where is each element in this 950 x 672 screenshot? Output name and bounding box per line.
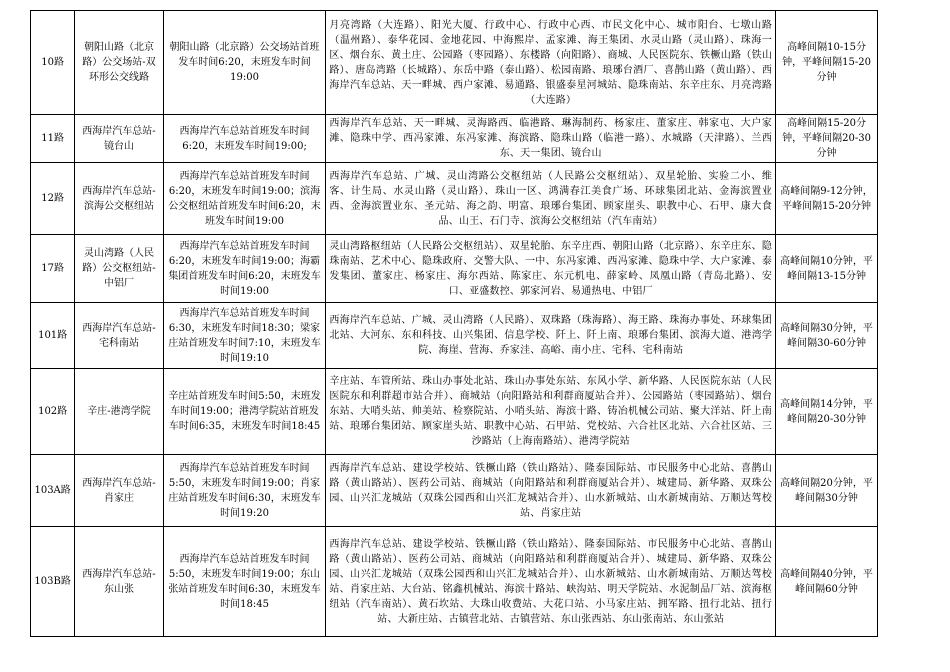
route-number: 103A路 (31, 455, 75, 527)
route-interval: 高峰间隔9-12分钟，平峰间隔15-20分钟 (776, 163, 878, 235)
route-name: 西海岸汽车总站-宅科南站 (75, 303, 164, 369)
table-row (31, 115, 878, 163)
route-name: 西海岸汽车总站-滨海公交枢纽站 (75, 163, 164, 235)
route-stops: 西海岸汽车总站、建设学校站、铁橛山路（铁山路站）、隆泰国际站、市民服务中心北站、喜鹊山路（黄山路站）、医药公司站、商城站（向阳路站和利群商厦站合并）、城建局、新华路、双珠公园、山兴汇龙城站（双珠公园西和山兴汇龙城站合并）、山水新城站、山水新城南站、万顺达驾校站、肖家庄站 (326, 455, 776, 527)
table-row (31, 455, 878, 527)
route-interval: 高峰间隔15-20分钟，平峰间隔20-30分钟 (776, 115, 878, 163)
route-stops: 灵山湾路枢纽站（人民路公交枢纽站）、双星轮胎、东辛庄西、朝阳山路（北京路）、东辛庄东、隐珠南站、艺术中心、隐珠政府、交警大队、一中、东冯家滩、西冯家滩、隐珠中学、大户家滩、泰发集团、董家庄、杨家庄、海尔西站、陈家庄、东元机电、薛家岭、凤凰山路（青岛北路）、安口、亚盛数控、郭家河岩、易通热电、中铝厂 (326, 235, 776, 303)
route-interval: 高峰间隔10-15分钟，平峰间隔15-20分钟 (776, 11, 878, 115)
route-name: 西海岸汽车总站-东山张 (75, 527, 164, 637)
route-schedule: 西海岸汽车总站首班发车时间6:30，末班发车时间18:30；梁家庄站首班发车时间7:10，末班发车时间19:10 (163, 303, 326, 369)
route-schedule: 西海岸汽车总站首班发车时间5:50，末班发车时间19:00；东山张站首班发车时间6:30，末班发车时间18:45 (163, 527, 326, 637)
route-interval: 高峰间隔30分钟，平峰间隔30-60分钟 (776, 303, 878, 369)
bus-route-table (30, 10, 878, 637)
table-row (31, 235, 878, 303)
route-number: 17路 (31, 235, 75, 303)
route-number: 103B路 (31, 527, 75, 637)
route-schedule: 辛庄站首班发车时间5:50，末班发车时间19:00；港湾学院站首班发车时间6:35，末班发车时间18:45 (163, 369, 326, 455)
route-stops: 西海岸汽车总站、天一畔城、灵海路西、临港路、琳海制药、杨家庄、董家庄、韩家屯、大户家滩、隐珠中学、西冯家滩、东冯家滩、海滨路、隐珠山路（临港一路）、水城路（天津路）、兰西东、天一集团、镜台山 (326, 115, 776, 163)
route-name: 西海岸汽车总站-镜台山 (75, 115, 164, 163)
route-interval: 高峰间隔14分钟，平峰间隔20-30分钟 (776, 369, 878, 455)
route-stops: 月亮湾路（大连路）、阳光大厦、行政中心、行政中心西、市民文化中心、城市阳台、七墩山路（温州路）、泰华花园、金地花园、中海熙岸、孟家滩、海王集团、水灵山路（灵山路）、珠海一区、烟台东、黄土庄、公园路（枣园路）、东楼路（向阳路）、商城、人民医院东、铁橛山路（铁山路）、唐岛湾路（长城路）、东岳中路（泰山路）、松园南路、琅琊台酒厂、喜鹊山路（黄山路）、西海岸汽车总站、天一畔城、西户家滩、易通路、银盛泰星河城站、隐珠南站、东辛庄东、月亮湾路（大连路） (326, 11, 776, 115)
route-name: 朝阳山路（北京路）公交场站-双环形公交线路 (75, 11, 164, 115)
route-stops: 西海岸汽车总站、建设学校站、铁橛山路（铁山路站）、隆泰国际站、市民服务中心北站、喜鹊山路（黄山路站）、医药公司站、商城站（向阳路站和利群商厦站合并）、城建局、新华路、双珠公园、山兴汇龙城站（双珠公园西和山兴汇龙城站合并）、山水新城站、山水新城南站、万顺达驾校站、肖家庄站、大台站、铭鑫机械站、海滨十路站、峡沟站、明天学院站、水泥制品厂站、滨海枢纽站（汽车南站）、黄石坎站、大珠山收费站、大花口站、小马家庄站、拥军路、扭行北站、扭行站、大新庄站、古镇营北站、古镇营站、东山张西站、东山张南站、东山张站 (326, 527, 776, 637)
table-row (31, 11, 878, 115)
route-schedule: 西海岸汽车总站首班发车时间6:20，末班发车时间19:00；海霸集团首班发车时间6:20，末班发车时间19:00 (163, 235, 326, 303)
route-number: 11路 (31, 115, 75, 163)
route-name: 灵山湾路（人民路）公交枢纽站-中铝厂 (75, 235, 164, 303)
route-schedule: 西海岸汽车总站首班发车时间6:20，末班发车时间19:00; (163, 115, 326, 163)
table-row (31, 163, 878, 235)
route-number: 101路 (31, 303, 75, 369)
table-row (31, 303, 878, 369)
route-number: 10路 (31, 11, 75, 115)
table-row (31, 527, 878, 637)
route-interval: 高峰间隔20分钟，平峰间隔30分钟 (776, 455, 878, 527)
route-number: 102路 (31, 369, 75, 455)
table-row (31, 369, 878, 455)
route-interval: 高峰间隔40分钟，平峰间隔60分钟 (776, 527, 878, 637)
route-schedule: 西海岸汽车总站首班发车时间6:20，末班发车时间19:00；滨海公交枢纽站首班发车时间6:20，末班发车时间19:00 (163, 163, 326, 235)
route-name: 西海岸汽车总站-肖家庄 (75, 455, 164, 527)
route-schedule: 西海岸汽车总站首班发车时间5:50，末班发车时间19:00；肖家庄站首班发车时间6:30，末班发车时间19:20 (163, 455, 326, 527)
route-schedule: 朝阳山路（北京路）公交场站首班发车时间6:20，末班发车时间19:00 (163, 11, 326, 115)
route-stops: 西海岸汽车总站、广城、灵山湾路公交枢纽站（人民路公交枢纽站）、双星轮胎、实验二小、维客、计生局、水灵山路（灵山路）、珠山一区、鸿满春江美食广场、环球集团北站、金海滨置业西、金海滨置业东、圣元站、海之韵、明富、琅琊台集团、顾家崖头、职教中心、石甲、康大食品、山王、石门寺、滨海公交枢纽站（汽车南站） (326, 163, 776, 235)
route-name: 辛庄-港湾学院 (75, 369, 164, 455)
route-stops: 辛庄站、车管所站、珠山办事处北站、珠山办事处东站、东风小学、新华路、人民医院东站（人民医院东和利群超市站合并）、商城站（向阳路站和利群商厦站合并）、公园路站（枣园路站）、烟台东站、大哨头站、帅美站、检察院站、小哨头站、海滨十路、铸冶机械公司站、聚大洋站、阡上南站、琅琊台集团站、顾家崖头站、职教中心站、石甲站、党校站、六合社区北站、六合社区站、三沙路站（上海南路站）、港湾学院站 (326, 369, 776, 455)
route-number: 12路 (31, 163, 75, 235)
route-stops: 西海岸汽车总站、广城、灵山湾路（人民路）、双珠路（珠海路）、海王路、珠海办事处、环球集团北站、大河东、东和科技、山兴集团、信息学校、阡上、阡上南、琅琊台集团、滨海大道、港湾学院、海崖、营海、乔家洼、高峪、南小庄、宅科、宅科南站 (326, 303, 776, 369)
route-interval: 高峰间隔10分钟，平峰间隔13-15分钟 (776, 235, 878, 303)
